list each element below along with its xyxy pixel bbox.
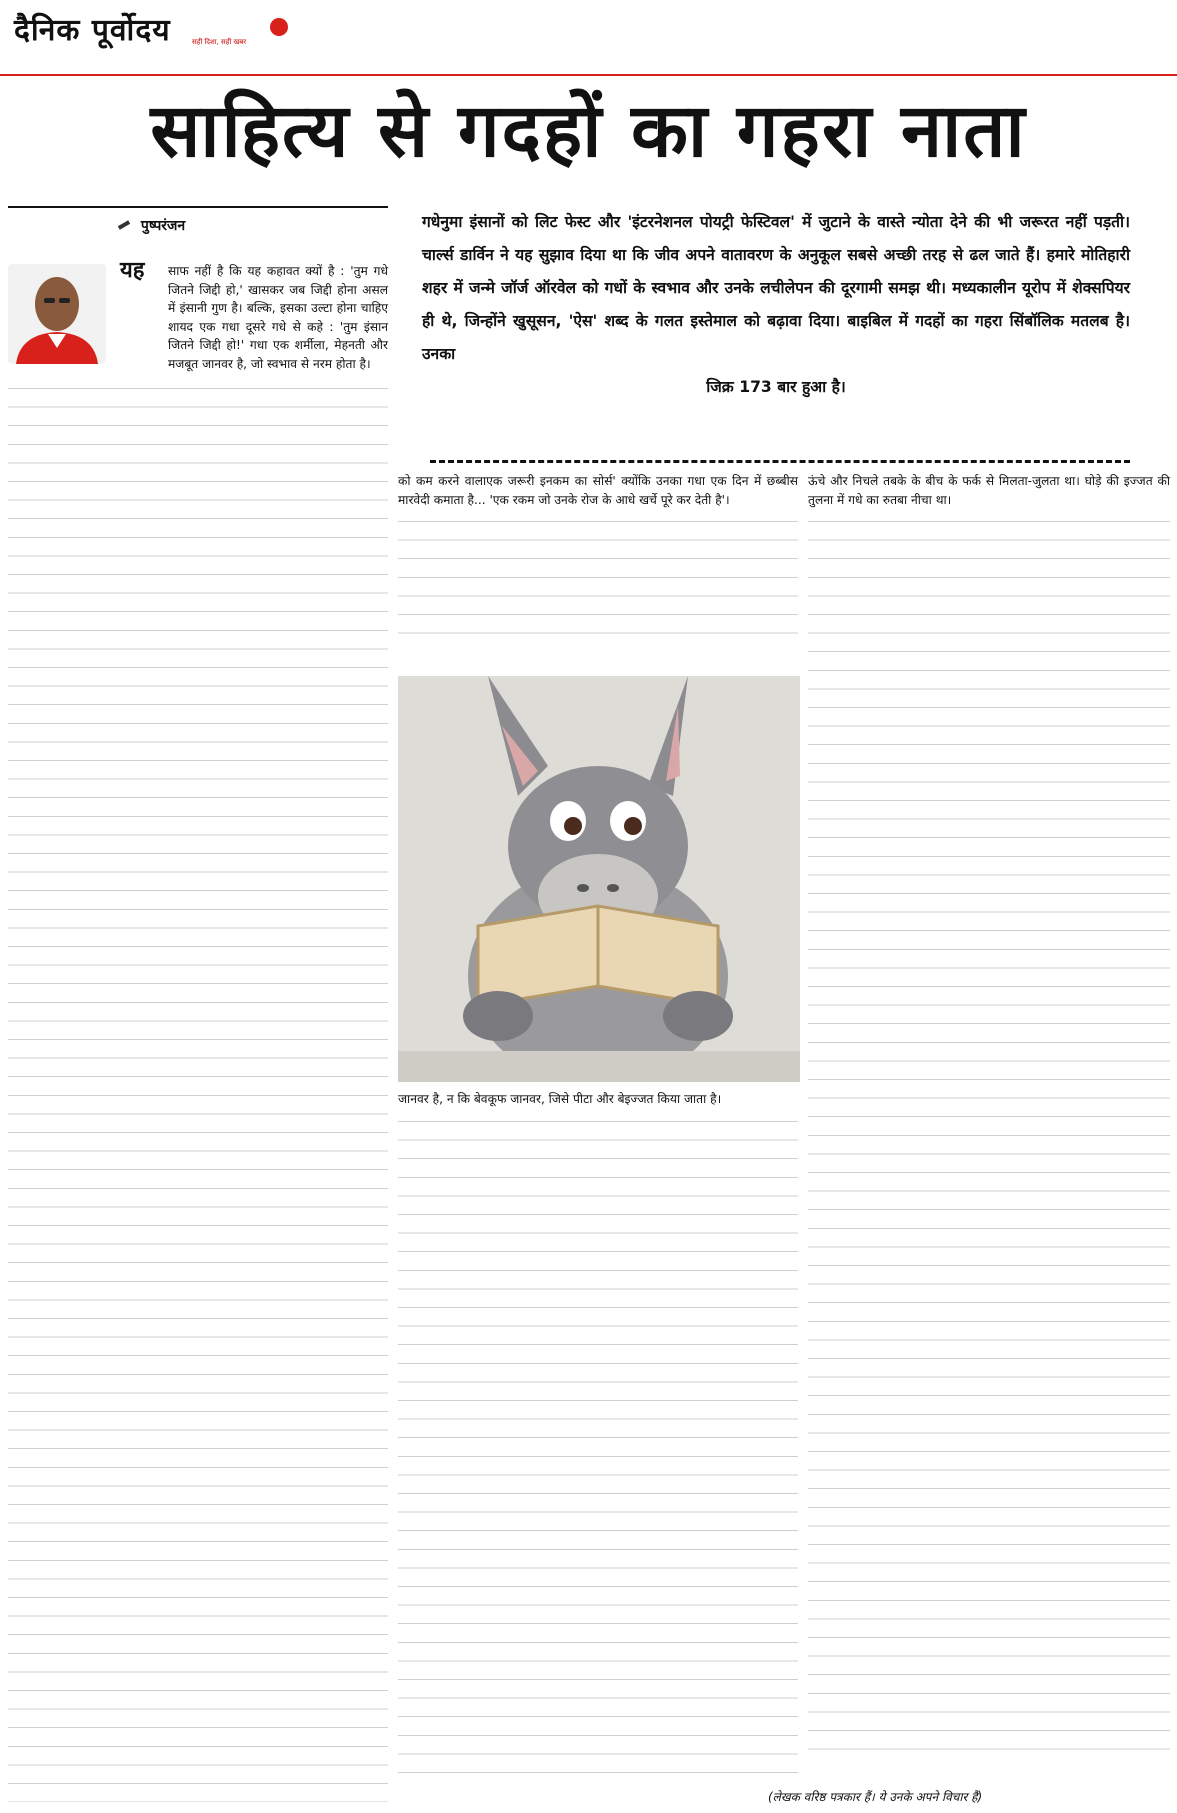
headline: साहित्य से गदहों का गहरा नाता: [150, 88, 1027, 174]
pull-quote: [422, 206, 1130, 404]
top-rule: [0, 74, 1177, 76]
article-column-3: [808, 472, 1170, 1755]
article-column-2-continued: [398, 1090, 798, 1775]
pen-icon: [118, 220, 130, 229]
masthead-title: दैनिक पूर्वोदय: [14, 13, 171, 48]
pull-quote-text: गधेनुमा इंसानों को लिट फेस्ट और 'इंटरनेशनल पोयट्री फेस्टिवल' में जुटाने के वास्ते न्योता देने की भी जरूरत नहीं पड़ती। चार्ल्स डार्विन ने यह सुझाव दिया था कि जीव अपने वातावरण के अनुकूल सबसे अच्छी तरह से ढल जाते हैं। हमारे मोतिहारी शहर में जन्मे जॉर्ज ऑरवेल को गधों के स्वभाव और उनके लचीलेपन की दूरगामी समझ थी। मध्यकालीन यूरोप में शेक्सपियर ही थे, जिन्होंने खुसूसन, 'ऐस' शब्द के गलत इस्तेमाल को बढ़ावा दिया। बाइबिल में गदहों का गहरा सिंबॉलिक मतलब है। उनका: [422, 213, 1130, 363]
article-column-2: [398, 472, 798, 645]
masthead: [14, 8, 314, 54]
dashed-divider: [430, 460, 1130, 463]
text-placeholder-block: [8, 382, 388, 1802]
text-placeholder-block: [808, 515, 1170, 1755]
logo-dot-icon: [270, 18, 288, 36]
masthead-tagline: सही दिशा, सही खबर: [192, 38, 247, 46]
text-placeholder-block: [398, 515, 798, 645]
donkey-reading-book-illustration: [398, 676, 800, 1082]
article-paragraph: साफ नहीं है कि यह कहावत क्यों है : 'तुम गधे जितने जिद्दी हो,' खासकर जब जिद्दी होना असल में इंसानी गुण है। बल्कि, इसका उल्टा होना चाहिए शायद एक गधा दूसरे गधे से कहे : 'तुम इंसान जितने जिद्दी हो!' गधा एक शर्मीला, मेहनती और मजबूत जानवर है, जो स्वभाव से नरम होता है।: [168, 264, 388, 371]
text-placeholder-block: [398, 1115, 798, 1775]
pull-quote-end: जिक्र 173 बार हुआ है।: [706, 378, 846, 396]
article-paragraph: को कम करने वालाएक जरूरी इनकम का सोर्स' क्योंकि उनका गधा एक दिन में छब्बीस मारवेदी कमाता है... 'एक रकम जो उनके रोज के आधे खर्चे पूरे कर देती है'।: [398, 474, 798, 507]
byline: [8, 206, 388, 235]
author-credit-note: (लेखक वरिष्ठ पत्रकार हैं। ये उनके अपने विचार हैं): [768, 1790, 983, 1804]
author-name: पुष्परंजन: [140, 218, 186, 234]
article-paragraph: जानवर है, न कि बेवकूफ जानवर, जिसे पीटा और बेइज्जत किया जाता है।: [398, 1092, 722, 1106]
article-column-1: [8, 258, 388, 1802]
article-dropcap: यह: [120, 258, 145, 283]
article-paragraph: ऊंचे और निचले तबके के बीच के फर्क से मिलता-जुलता था। घोड़े की इज्जत की तुलना में गधे का रुतबा नीचा था।: [808, 474, 1170, 507]
